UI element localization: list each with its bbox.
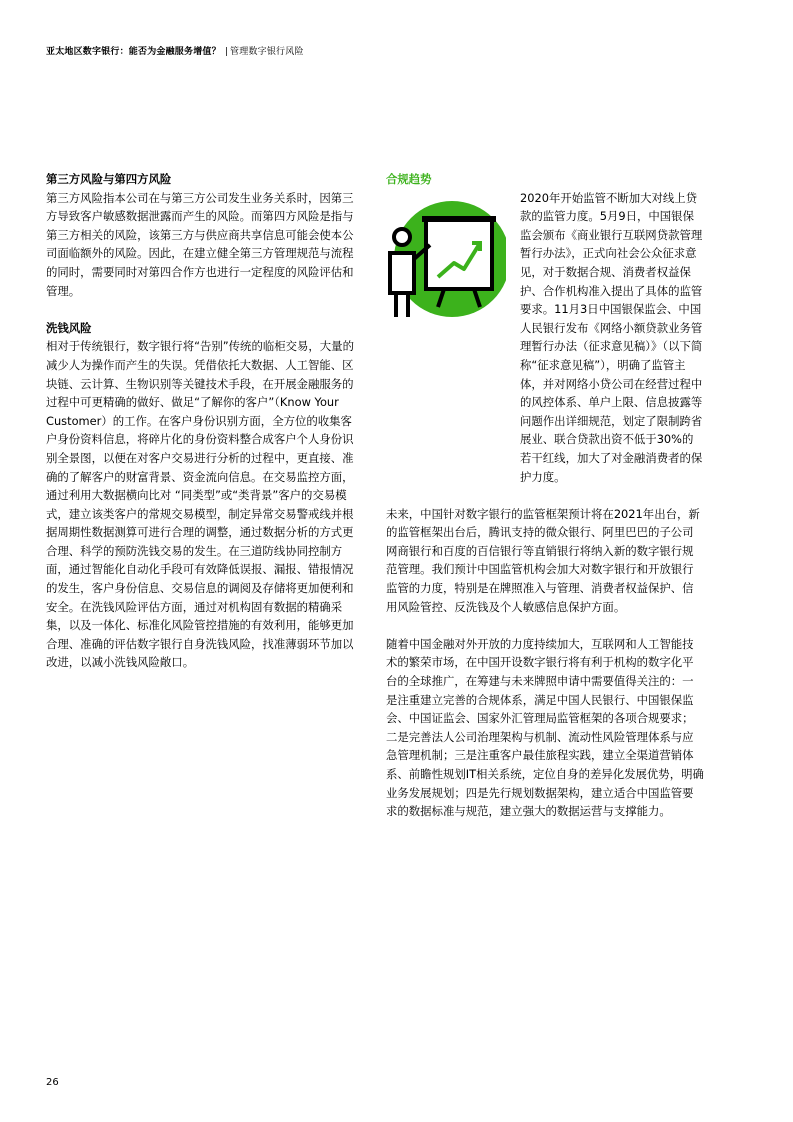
- page-number: 26: [46, 1077, 59, 1088]
- money-laundering-paragraph: 相对于传统银行，数字银行将“告别”传统的临柜交易，大量的减少人为操作而产生的失误。凭借依托大数据、人工智能、区块链、云计算、生物识别等关键技术手段，在开展金融服务的过程中可更精确的做好、做足“了解你的客户”（Know Your Customer）的工作。在客户身份识别方面，全方位的收集客户身份资料信息，将碎片化的身份资料整合成客户个人身份识别全景图，以便在对客户交易进行分析的过程中，更直接、准确的了解客户的财富背景、资金流向信息。在交易监控方面，通过利用大数据横向比对 “同类型”或“类背景”客户的交易模式，建立该类客户的常规交易模型，制定异常交易警戒线并根据周期性数据测算可进行合理的调整，通过数据分析的方式更合理、科学的预防洗钱交易的发生。在三道防线协同控制方面，通过智能化自动化手段可有效降低误报、漏报、错报情况的发生，客户身份信息、交易信息的调阅及存储将更加便利和安全。在洗钱风险评估方面，通过对机构固有数据的精确采集，以及一体化、标准化风险管控措施的有效利用，能够更加合理、准确的评估数字银行自身洗钱风险，找准薄弱环节加以改进，以减小洗钱风险敞口。: [46, 339, 354, 670]
- section-heading-money-laundering-risk: 洗钱风险: [46, 320, 92, 335]
- chapter-title: 管理数字银行风险: [230, 47, 304, 57]
- compliance-paragraph-3: 随着中国金融对外开放的力度持续加大，互联网和人工智能技术的繁荣市场，在中国开设数字银行将有利于机构的数字化平台的全球推广，在筹建与未来牌照申请中需要值得关注的：一是注重建立完善的合规体系，满足中国人民银行、中国银保监会、中国证监会、国家外汇管理局监管框架的各项合规要求；二是完善法人公司治理架构与机制、流动性风险管理体系与应急管理机制；三是注重客户最佳旅程实践，建立全渠道营销体系、前瞻性规划IT相关系统，定位自身的差异化发展优势，明确业务发展规划；四是先行规划数据架构，建立适合中国监管要求的数据标准与规范，建立强大的数据运营与支撑能力。: [386, 636, 704, 819]
- compliance-paragraph-1: 2020年开始监管不断加大对线上贷款的监管力度。5月9日，中国银保监会颁布《商业银行互联网贷款管理暂行办法》，正式向社会公众征求意见，对于数据合规、消费者权益保护、合作机构准入提出了具体的监管要求。11月3日中国银保监会、中国人民银行发布《网络小额贷款业务管理暂行办法（征求意见稿）》（以下简称“征求意见稿”），明确了监管主体，并对网络小贷公司在经营过程中的风控体系、单户上限、信息披露等问题作出详细规范，划定了限制跨省展业、联合贷款出资不低于30%的若干红线，加大了对金融消费者的保护力度。: [520, 190, 703, 484]
- report-title: 亚太地区数字银行：能否为金融服务增值？: [46, 47, 221, 57]
- left-column: [46, 170, 358, 672]
- section-heading-compliance-trends: 合规趋势: [386, 172, 432, 186]
- section-heading-third-party-risk: 第三方风险与第四方风险: [46, 172, 172, 186]
- compliance-paragraph-2: 未来，中国针对数字银行的监管框架预计将在2021年出台，新的监管框架出台后，腾讯支持的微众银行、阿里巴巴的子公司网商银行和百度的百信银行等直销银行将纳入新的数字银行规范管理。我们预计中国监管机构会加大对数字银行和开放银行监管的力度，特别是在牌照准入与管理、消费者权益保护、信用风险管控、反洗钱及个人敏感信息保护方面。: [386, 506, 700, 614]
- right-column: [386, 170, 704, 821]
- running-header: [46, 44, 304, 57]
- header-separator: |: [224, 47, 229, 57]
- third-party-risk-paragraph: 第三方风险指本公司在与第三方公司发生业务关系时，因第三方导致客户敏感数据泄露而产生的风险。而第四方风险是指与第三方相关的风险，该第三方与供应商共享信息可能会使本公司面临额外的风险。因此，在建立健全第三方管理规范与流程的同时，需要同时对第四合作方也进行一定程度的风险评估和管理。: [46, 190, 354, 298]
- presentation-growth-icon: [386, 193, 506, 325]
